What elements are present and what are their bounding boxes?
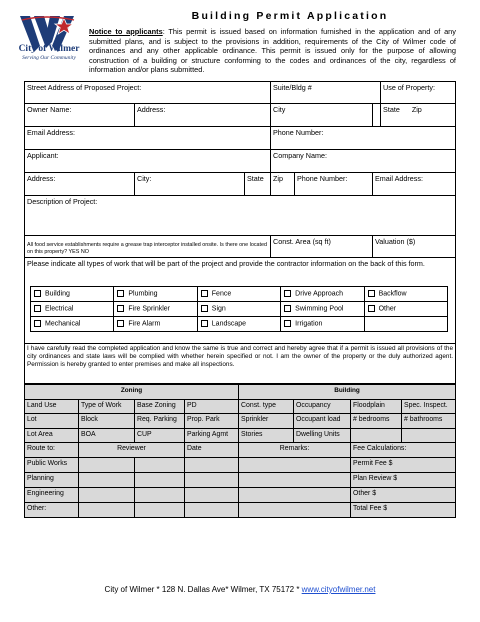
remarks-cell[interactable] [239, 472, 351, 487]
checkbox-icon [34, 290, 41, 297]
footer [0, 585, 480, 594]
stories-cell[interactable]: Stories [239, 428, 294, 443]
fee-calculations-label: Fee Calculations: [351, 443, 456, 458]
checkbox-icon [284, 305, 291, 312]
floodplain-cell[interactable]: Floodplain [351, 399, 402, 414]
dwelling-units-cell[interactable]: Dwelling Units [294, 428, 351, 443]
route-dept: Planning [25, 472, 79, 487]
checkbox-icon [201, 290, 208, 297]
fee-cell[interactable]: Plan Review $ [351, 472, 456, 487]
prop-park-cell[interactable]: Prop. Park [185, 414, 239, 429]
checkbox-icon [284, 290, 291, 297]
sprinkler-cell[interactable]: Sprinkler [239, 414, 294, 429]
logo-tagline: Serving Our Community [22, 55, 76, 61]
route-blank[interactable] [79, 457, 135, 472]
applicant-email-field[interactable]: Email Address: [373, 173, 456, 196]
owner-email-field[interactable]: Email Address: [25, 127, 271, 150]
date-cell[interactable] [185, 502, 239, 517]
work-type-checkbox[interactable]: Electrical [31, 302, 114, 317]
route-blank[interactable] [79, 472, 135, 487]
zoning-header: Zoning [25, 385, 239, 400]
checkbox-icon [201, 305, 208, 312]
bathrooms-cell[interactable]: # bathrooms [402, 414, 456, 429]
block-cell[interactable]: Block [79, 414, 135, 429]
certification-statement: I have carefully read the completed application and know the same is true and correct and hereby agree that if a permit is issued all provisions of the city ordinances and state laws will be complied with whether herein specified or not. I am the owner of the property or the duly authorized agent. Permission is hereby granted to enter premises and make all inspections. [25, 344, 456, 384]
checkbox-icon [368, 305, 375, 312]
cup-cell[interactable]: CUP [135, 428, 185, 443]
owner-phone-field[interactable]: Phone Number: [271, 127, 456, 150]
date-cell[interactable] [185, 487, 239, 502]
work-type-grid [30, 286, 448, 332]
reviewer-cell[interactable] [135, 472, 185, 487]
remarks-label: Remarks: [239, 443, 351, 458]
reviewer-label: Reviewer [79, 443, 185, 458]
spec-inspect-cell[interactable]: Spec. Inspect. [402, 399, 456, 414]
work-type-checkbox[interactable]: Drive Approach [281, 287, 364, 302]
work-type-checkbox[interactable]: Backflow [364, 287, 447, 302]
table-row [25, 399, 456, 414]
route-row [25, 487, 456, 502]
applicant-state-field[interactable]: State [245, 173, 271, 196]
logo-city-name: City of Wilmer [18, 44, 80, 54]
bedrooms-cell[interactable]: # bedrooms [351, 414, 402, 429]
land-use-cell[interactable]: Land Use [25, 399, 79, 414]
owner-state-zip-field[interactable]: State Zip [381, 104, 456, 127]
lot-area-cell[interactable]: Lot Area [25, 428, 79, 443]
work-type-checkbox[interactable]: Landscape [197, 317, 280, 332]
work-type-checkbox[interactable]: Other [364, 302, 447, 317]
reviewer-cell[interactable] [135, 457, 185, 472]
notice-text: : This permit is issued based on information furnished in the application and of any submitted plans, and is subject to the provisions in addition, requirements of the City of Wilmer code of ordinances and any other applicable ordinance. This permit is issued only for the purpose of allowing construction of a building or structure conforming to the codes and ordinances of the city, regardless of information and/or plans submitted. [89, 27, 456, 75]
route-dept: Other: [25, 502, 79, 517]
applicant-info-table [24, 81, 456, 398]
checkbox-icon [368, 290, 375, 297]
applicant-city-field[interactable]: City: [135, 173, 245, 196]
street-address-field[interactable]: Street Address of Proposed Project: [25, 82, 271, 104]
route-row [25, 502, 456, 517]
base-zoning-cell[interactable]: Base Zoning [135, 399, 185, 414]
remarks-cell[interactable] [239, 502, 351, 517]
owner-city-field[interactable]: City [271, 104, 373, 127]
occupant-load-cell[interactable]: Occupant load [294, 414, 351, 429]
work-type-checkbox[interactable]: Swimming Pool [281, 302, 364, 317]
checkbox-icon [117, 320, 124, 327]
table-row [25, 428, 456, 443]
table-row [25, 414, 456, 429]
work-type-row [31, 287, 448, 302]
lot-cell[interactable]: Lot [25, 414, 79, 429]
website-link[interactable]: www.cityofwilmer.net [301, 585, 376, 594]
date-cell[interactable] [185, 472, 239, 487]
company-name-field[interactable]: Company Name: [271, 150, 456, 173]
boa-cell[interactable]: BOA [79, 428, 135, 443]
work-type-row [31, 302, 448, 317]
work-type-checkbox[interactable]: Fire Alarm [114, 317, 197, 332]
applicant-field[interactable]: Applicant: [25, 150, 271, 173]
parking-agmt-cell[interactable]: Parking Agmt [185, 428, 239, 443]
work-type-checkbox[interactable]: Irrigation [281, 317, 364, 332]
route-row [25, 457, 456, 472]
const-type-cell[interactable]: Const. type [239, 399, 294, 414]
work-type-checkbox[interactable]: Mechanical [31, 317, 114, 332]
work-types-section: Please indicate all types of work that will be part of the project and provide the contractor information on the back of this form. [25, 258, 456, 344]
reviewer-cell[interactable] [135, 502, 185, 517]
grease-trap-question[interactable]: All food service establishments require a grease trap interceptor installed onsite. Is there one located on this property? YES NO [25, 236, 271, 258]
checkbox-icon [34, 305, 41, 312]
office-use-table [24, 384, 456, 518]
work-type-checkbox[interactable]: Plumbing [114, 287, 197, 302]
route-blank[interactable] [79, 487, 135, 502]
route-dept: Public Works [25, 457, 79, 472]
suite-field[interactable]: Suite/Bldg # [271, 82, 381, 104]
page-title: Building Permit Application [191, 10, 389, 22]
occupancy-cell[interactable]: Occupancy [294, 399, 351, 414]
owner-address-field[interactable]: Address: [135, 104, 271, 127]
route-to-label: Route to: [25, 443, 79, 458]
route-blank[interactable] [79, 502, 135, 517]
date-cell[interactable] [185, 457, 239, 472]
blank-cell[interactable] [402, 428, 456, 443]
fee-cell[interactable]: Total Fee $ [351, 502, 456, 517]
checkbox-icon [117, 305, 124, 312]
remarks-cell[interactable] [239, 487, 351, 502]
checkbox-icon [284, 320, 291, 327]
checkbox-icon [201, 320, 208, 327]
footer-address: City of Wilmer * 128 N. Dallas Ave* Wilmer, TX 75172 * [104, 585, 302, 594]
pd-cell[interactable]: PD [185, 399, 239, 414]
applicant-address-field[interactable]: Address: [25, 173, 135, 196]
work-type-checkbox[interactable]: Fire Sprinkler [114, 302, 197, 317]
route-header-row [25, 443, 456, 458]
fee-cell[interactable]: Permit Fee $ [351, 457, 456, 472]
work-type-row [31, 317, 448, 332]
work-type-checkbox[interactable]: Fence [197, 287, 280, 302]
work-type-checkbox[interactable]: Building [31, 287, 114, 302]
remarks-cell[interactable] [239, 457, 351, 472]
notice-lead: Notice to applicants [89, 27, 163, 36]
owner-state-field[interactable] [373, 104, 381, 127]
route-dept: Engineering [25, 487, 79, 502]
type-of-work-cell[interactable]: Type of Work [79, 399, 135, 414]
work-type-empty-cell [364, 317, 447, 332]
fee-cell[interactable]: Other $ [351, 487, 456, 502]
req-parking-cell[interactable]: Req. Parking [135, 414, 185, 429]
reviewer-cell[interactable] [135, 487, 185, 502]
building-header: Building [239, 385, 456, 400]
applicant-zip-field[interactable]: Zip [271, 173, 295, 196]
route-row [25, 472, 456, 487]
checkbox-icon [117, 290, 124, 297]
notice-to-applicants [89, 27, 456, 75]
use-of-property-field[interactable]: Use of Property: [381, 82, 456, 104]
checkbox-icon [34, 320, 41, 327]
owner-name-field[interactable]: Owner Name: [25, 104, 135, 127]
work-type-checkbox[interactable]: Sign [197, 302, 280, 317]
valuation-field[interactable]: Valuation ($) [373, 236, 456, 258]
blank-cell[interactable] [351, 428, 402, 443]
date-label: Date [185, 443, 239, 458]
description-field[interactable]: Description of Project: [25, 196, 456, 236]
const-area-field[interactable]: Const. Area (sq ft) [271, 236, 373, 258]
applicant-phone-field[interactable]: Phone Number: [295, 173, 373, 196]
